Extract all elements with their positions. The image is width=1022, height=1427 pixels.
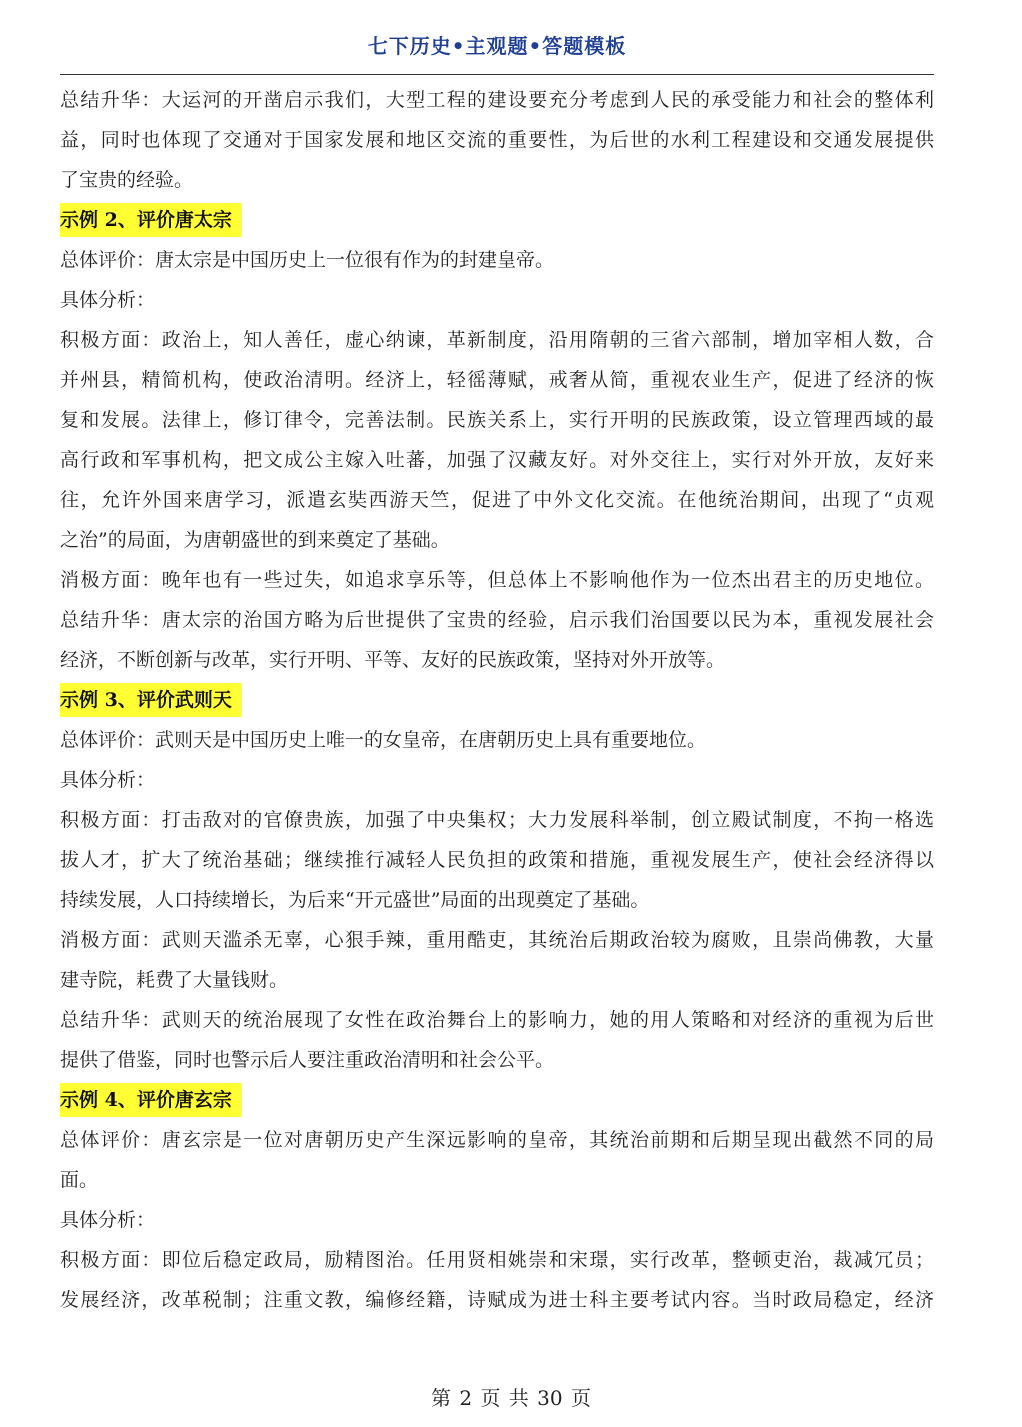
paragraph-line: 消极方面：武则天滥杀无辜，心狠手辣，重用酷吏，其统治后期政治较为腐败，且崇尚佛教，大量: [60, 929, 934, 951]
paragraph-line: 复和发展。法律上，修订律令，完善法制。民族关系上，实行开明的民族政策，设立管理西域的最: [60, 409, 934, 431]
paragraph-line: 总结升华：唐太宗的治国方略为后世提供了宝贵的经验，启示我们治国要以民为本，重视发展社会: [60, 609, 934, 631]
paragraph-line: 总结升华：大运河的开凿启示我们，大型工程的建设要充分考虑到人民的承受能力和社会的整体利: [60, 89, 934, 111]
paragraph-line: 建寺院，耗费了大量钱财。: [60, 969, 289, 991]
paragraph-line: 总体评价：唐太宗是中国历史上一位很有作为的封建皇帝。: [60, 249, 555, 271]
section-heading: 示例 3、评价武则天: [60, 683, 242, 717]
paragraph-line: 之治”的局面，为唐朝盛世的到来奠定了基础。: [60, 529, 450, 551]
paragraph-line: 具体分析：: [60, 289, 156, 311]
paragraph-line: 持续发展，人口持续增长，为后来“开元盛世”局面的出现奠定了基础。: [60, 889, 650, 911]
section-heading-row: [60, 200, 934, 240]
section-heading-row: [60, 680, 934, 720]
page-number: 第 2 页 共 30 页: [431, 1386, 591, 1410]
paragraph-line: 益，同时也体现了交通对于国家发展和地区交流的重要性，为后世的水利工程建设和交通发展提供: [60, 129, 934, 151]
paragraph-line: 总结升华：武则天的统治展现了女性在政治舞台上的影响力，她的用人策略和对经济的重视为后世: [60, 1009, 934, 1031]
paragraph-line: 往，允许外国来唐学习，派遣玄奘西游天竺，促进了中外文化交流。在他统治期间，出现了“贞观: [60, 489, 934, 511]
paragraph-line: 总体评价：武则天是中国历史上唯一的女皇帝，在唐朝历史上具有重要地位。: [60, 729, 707, 751]
paragraph-line: 面。: [60, 1169, 99, 1191]
header-divider: [60, 74, 934, 75]
paragraph-line: 消极方面：晚年也有一些过失，如追求享乐等，但总体上不影响他作为一位杰出君主的历史地位。: [60, 569, 934, 591]
paragraph-line: 积极方面：打击敌对的官僚贵族，加强了中央集权；大力发展科举制，创立殿试制度，不拘一格选: [60, 809, 934, 831]
paragraph-line: 积极方面：即位后稳定政局，励精图治。任用贤相姚崇和宋璟，实行改革，整顿吏治，裁减冗员；: [60, 1249, 934, 1271]
paragraph-line: 拔人才，扩大了统治基础；继续推行减轻人民负担的政策和措施，重视发展生产，使社会经济得以: [60, 849, 934, 871]
paragraph-line: 了宝贵的经验。: [60, 169, 194, 191]
paragraph-line: 发展经济，改革税制；注重文教，编修经籍，诗赋成为进士科主要考试内容。当时政局稳定，经济: [60, 1289, 934, 1311]
page-header-title: 七下历史•主观题•答题模板: [367, 34, 627, 58]
paragraph-line: 总体评价：唐玄宗是一位对唐朝历史产生深远影响的皇帝，其统治前期和后期呈现出截然不同的局: [60, 1129, 934, 1151]
section-heading-row: [60, 1080, 934, 1120]
section-heading: 示例 4、评价唐玄宗: [60, 1083, 242, 1117]
paragraph-line: 经济，不断创新与改革，实行开明、平等、友好的民族政策，坚持对外开放等。: [60, 649, 726, 671]
paragraph-line: 提供了借鉴，同时也警示后人要注重政治清明和社会公平。: [60, 1049, 555, 1071]
section-heading: 示例 2、评价唐太宗: [60, 203, 242, 237]
paragraph-line: 具体分析：: [60, 1209, 156, 1231]
document-body: [60, 80, 934, 1320]
paragraph-line: 并州县，精简机构，使政治清明。经济上，轻徭薄赋，戒奢从简，重视农业生产，促进了经济的恢: [60, 369, 934, 391]
paragraph-line: 积极方面：政治上，知人善任，虚心纳谏，革新制度，沿用隋朝的三省六部制，增加宰相人数，合: [60, 329, 934, 351]
paragraph-line: 高行政和军事机构，把文成公主嫁入吐蕃，加强了汉藏友好。对外交往上，实行对外开放，友好来: [60, 449, 934, 471]
paragraph-line: 具体分析：: [60, 769, 156, 791]
